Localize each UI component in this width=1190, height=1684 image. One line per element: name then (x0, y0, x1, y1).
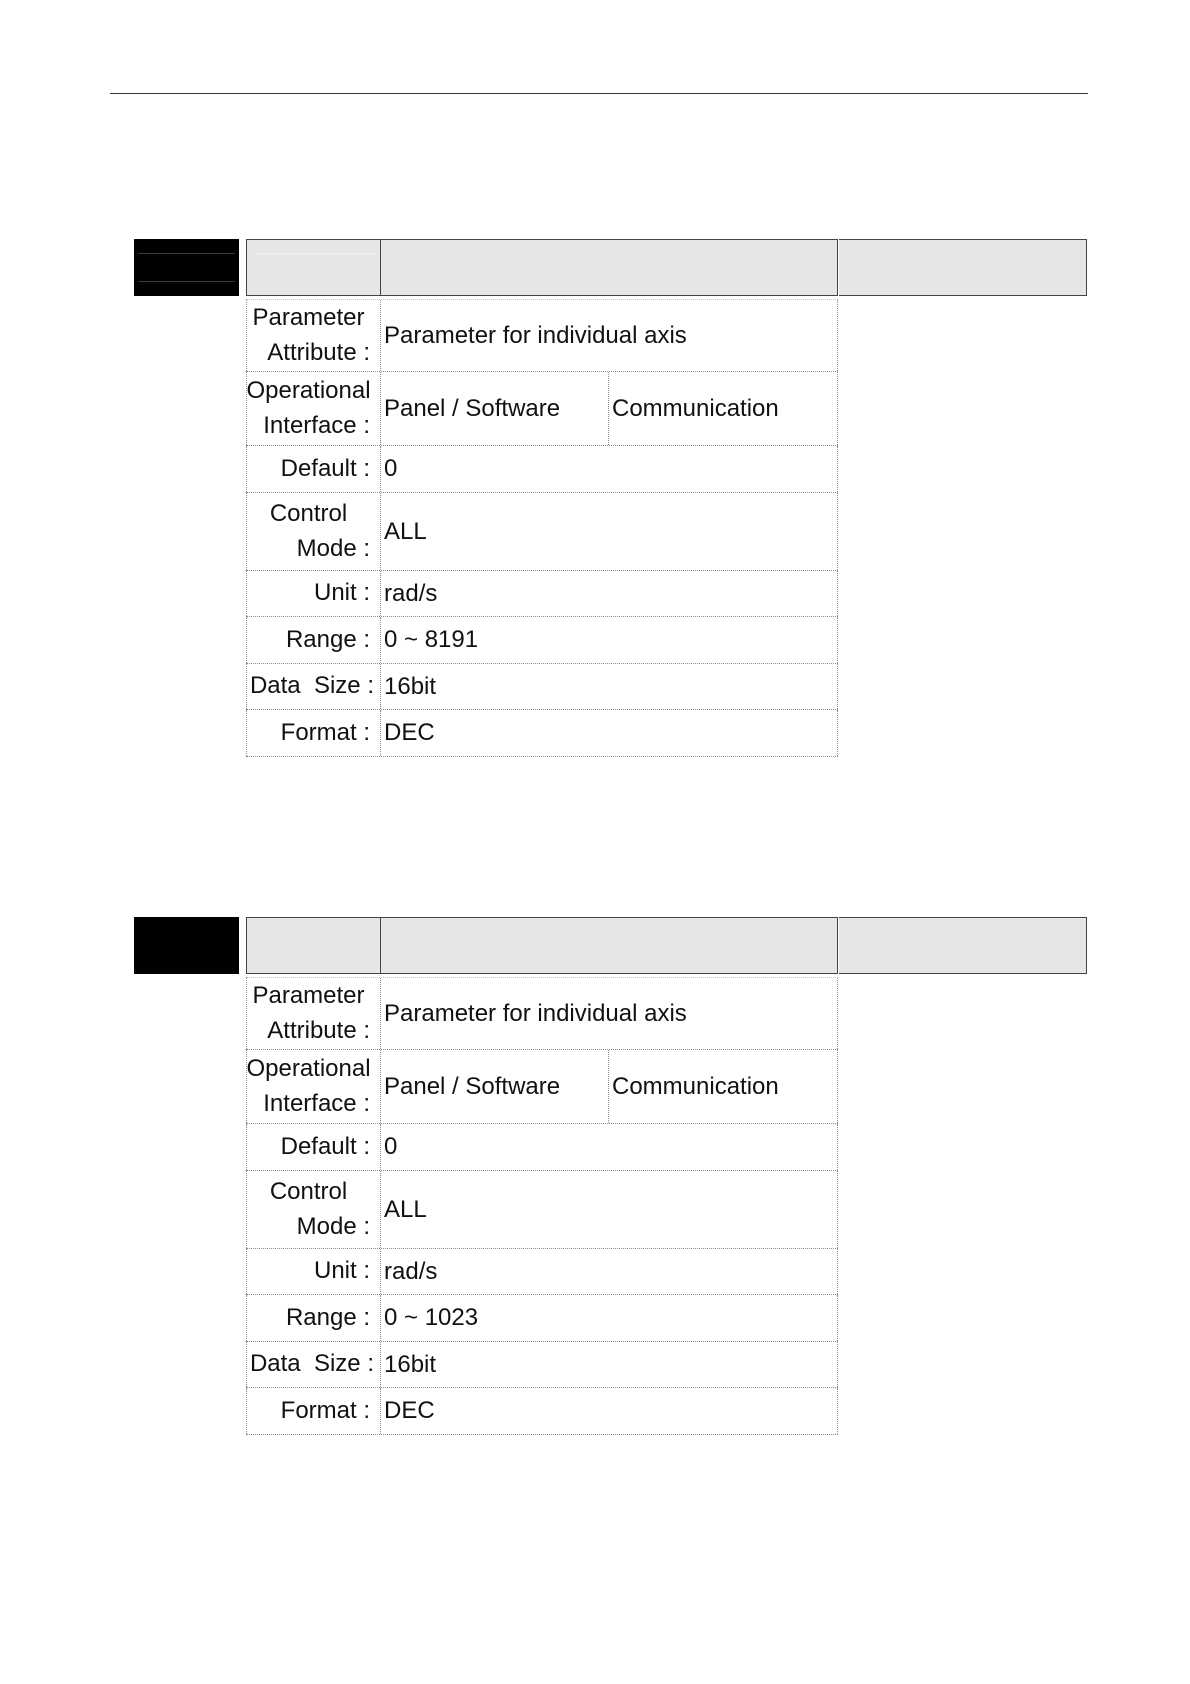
label-line: Interface : (263, 411, 370, 439)
row-parameter-attribute (246, 977, 838, 1050)
code-box-line (138, 281, 235, 282)
parameter-table (246, 299, 838, 757)
row-unit (246, 1249, 838, 1295)
control-mode-label (246, 493, 381, 570)
control-mode-value: ALL (381, 493, 838, 570)
row-control-mode (246, 493, 838, 571)
label-line: Interface : (263, 1089, 370, 1117)
row-range (246, 617, 838, 664)
row-parameter-attribute (246, 299, 838, 372)
default-value: 0 (381, 1124, 838, 1170)
label-line: Attribute : (267, 1016, 370, 1044)
unit-value: rad/s (381, 571, 838, 616)
default-label: Default : (246, 1124, 381, 1170)
header-rule (110, 93, 1088, 94)
parameter-code-box (134, 917, 239, 974)
label-line: Operational (246, 376, 371, 404)
parameter-description-cell (381, 239, 838, 296)
row-unit (246, 571, 838, 617)
label-line: Parameter (252, 303, 365, 331)
label-line: Control (269, 499, 348, 527)
row-format (246, 710, 838, 757)
interface-communication: Communication (612, 1072, 779, 1100)
label-line: Mode : (296, 1212, 370, 1240)
parameter-address-cell (839, 239, 1087, 296)
format-value: DEC (381, 710, 838, 756)
parameter-attribute-label (246, 978, 381, 1049)
label-line: Operational (246, 1054, 371, 1082)
row-default (246, 446, 838, 493)
label-line: Parameter (252, 981, 365, 1009)
range-value: 0 ~ 1023 (381, 1295, 838, 1341)
row-control-mode (246, 1171, 838, 1249)
range-label: Range : (246, 617, 381, 663)
parameter-attribute-label (246, 300, 381, 371)
control-mode-value: ALL (381, 1171, 838, 1248)
format-label: Format : (246, 1388, 381, 1434)
row-data-size (246, 1342, 838, 1388)
interface-panel-software: Panel / Software (381, 1050, 609, 1123)
row-data-size (246, 664, 838, 710)
row-format (246, 1388, 838, 1435)
parameter-table (246, 977, 838, 1435)
parameter-address-cell (839, 917, 1087, 974)
label-line: Attribute : (267, 338, 370, 366)
unit-label: Unit : (246, 571, 381, 616)
operational-interface-value (381, 372, 838, 445)
interface-panel-software: Panel / Software (381, 372, 609, 445)
operational-interface-value (381, 1050, 838, 1123)
label-line: Mode : (296, 534, 370, 562)
row-operational-interface (246, 1050, 838, 1124)
parameter-attribute-value: Parameter for individual axis (381, 978, 838, 1049)
data-size-label: Data Size : (246, 664, 381, 709)
data-size-label: Data Size : (246, 1342, 381, 1387)
format-value: DEC (381, 1388, 838, 1434)
parameter-header (134, 239, 1089, 296)
header-inner-line (253, 253, 374, 254)
format-label: Format : (246, 710, 381, 756)
unit-label: Unit : (246, 1249, 381, 1294)
operational-interface-label (246, 1050, 381, 1123)
label-line: Control (269, 1177, 348, 1205)
default-label: Default : (246, 446, 381, 492)
parameter-name-cell (246, 917, 381, 974)
interface-communication: Communication (612, 394, 779, 422)
parameter-description-cell (381, 917, 838, 974)
data-size-value: 16bit (381, 1342, 838, 1387)
data-size-value: 16bit (381, 664, 838, 709)
control-mode-label (246, 1171, 381, 1248)
unit-value: rad/s (381, 1249, 838, 1294)
parameter-header (134, 917, 1089, 974)
parameter-name-cell (246, 239, 381, 296)
row-operational-interface (246, 372, 838, 446)
operational-interface-label (246, 372, 381, 445)
parameter-attribute-value: Parameter for individual axis (381, 300, 838, 371)
range-value: 0 ~ 8191 (381, 617, 838, 663)
row-range (246, 1295, 838, 1342)
range-label: Range : (246, 1295, 381, 1341)
default-value: 0 (381, 446, 838, 492)
row-default (246, 1124, 838, 1171)
code-box-line (138, 253, 235, 254)
parameter-code-box (134, 239, 239, 296)
